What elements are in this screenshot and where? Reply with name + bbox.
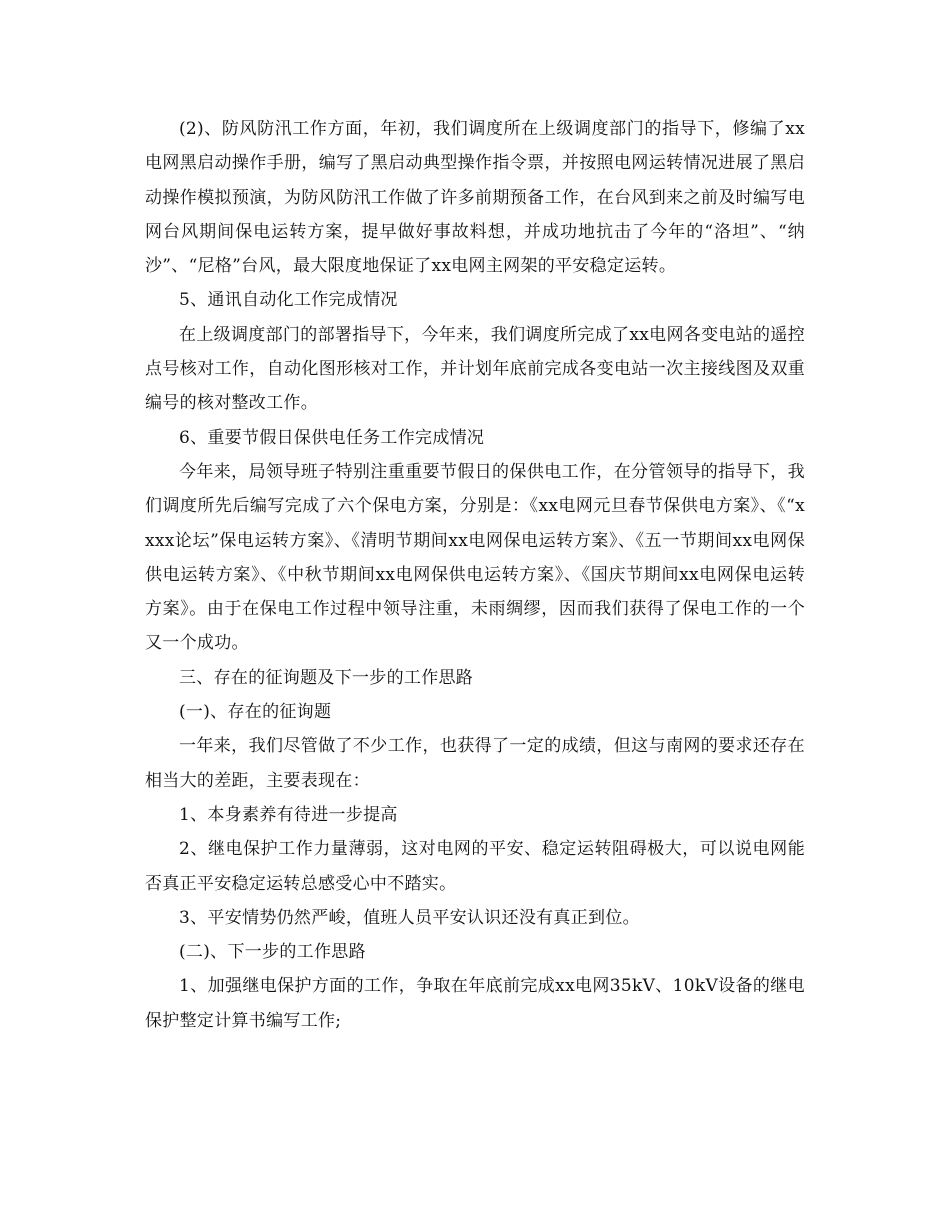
paragraph-communication-automation: 在上级调度部门的部署指导下，今年来，我们调度所完成了xx电网各变电站的遥控点号核对工作，自动化图形核对工作，并计划年底前完成各变电站一次主接线图及双重编号的核对整改工作。 xyxy=(145,324,805,414)
heading-holiday-power-supply: 6、重要节假日保供电任务工作完成情况 xyxy=(179,427,485,448)
document-body xyxy=(145,112,805,1038)
list-item-next-step-1: 1、加强继电保护方面的工作，争取在年底前完成xx电网35kV、10kV设备的继电保护整定计算书编写工作; xyxy=(145,976,805,1031)
heading-communication-automation: 5、通讯自动化工作完成情况 xyxy=(179,290,398,311)
paragraph-holiday-power-supply: 今年来，局领导班子特别注重重要节假日的保供电工作，在分管领导的指导下，我们调度所先后编写完成了六个保电方案，分别是：《xx电网元旦春节保供电方案》、《“xxxx论坛”保电运转方案》、《清明节期间xx电网保电运转方案》、《五一节期间xx电网保供电运转方案》、《中秋节期间xx电网保供电运转方案》、《国庆节期间xx电网保电运转方案》。由于在保电工作过程中领导注重，未雨绸缪，因而我们获得了保电工作的一个又一个成功。 xyxy=(145,461,805,654)
subheading-existing-problems: (一)、存在的征询题 xyxy=(179,702,332,723)
paragraph-flood-prevention: (2)、防风防汛工作方面，年初，我们调度所在上级调度部门的指导下，修编了xx电网黑启动操作手册，编写了黑启动典型操作指令票，并按照电网运转情况进展了黑启动操作模拟预演，为防风防汛工作做了许多前期预备工作，在台风到来之前及时编写电网台风期间保电运转方案，提早做好事故料想，并成功地抗击了今年的“洛坦”、“纳沙”、“尼格”台风，最大限度地保证了xx电网主网架的平安稳定运转。 xyxy=(145,119,805,277)
subheading-next-steps: (二)、下一步的工作思路 xyxy=(179,942,366,963)
paragraph-existing-problems: 一年来，我们尽管做了不少工作，也获得了一定的成绩，但这与南网的要求还存在相当大的差距，主要表现在： xyxy=(145,736,805,791)
list-item-problem-3: 3、平安情势仍然严峻，值班人员平安认识还没有真正到位。 xyxy=(179,907,640,928)
list-item-problem-1: 1、本身素养有待进一步提高 xyxy=(179,804,398,825)
list-item-problem-2: 2、继电保护工作力量薄弱，这对电网的平安、稳定运转阻碍极大，可以说电网能否真正平安稳定运转总感受心中不踏实。 xyxy=(145,839,805,894)
heading-problems-and-next-steps: 三、存在的征询题及下一步的工作思路 xyxy=(179,667,474,688)
